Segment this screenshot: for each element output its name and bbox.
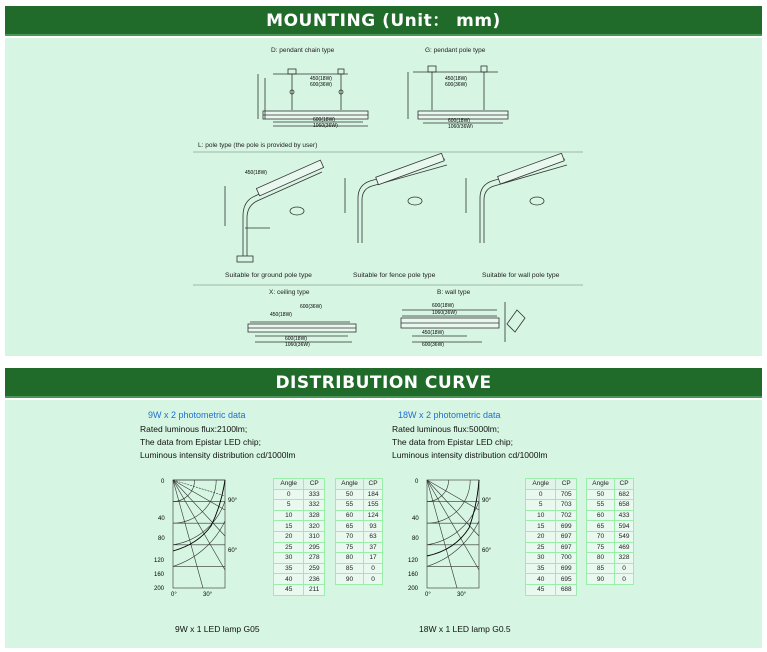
- cp-cell: 320: [304, 521, 325, 532]
- table-row: [587, 489, 634, 500]
- right-scale-160: 160: [408, 572, 419, 578]
- ceiling-label: X: ceiling type: [269, 289, 310, 296]
- table-row: [336, 489, 383, 500]
- divider-2: [193, 283, 583, 287]
- angle-cell: 5: [274, 500, 304, 511]
- table-row: [526, 489, 577, 500]
- cp-cell: 332: [304, 500, 325, 511]
- angle-cell: 10: [274, 510, 304, 521]
- right-cp-table-a: Angle CP 0 705 5 703 10 702 15 699 20 697 25 697 30 700 35 699 40 695 45 688: [525, 478, 577, 596]
- table-row: [587, 500, 634, 511]
- cp-cell: 703: [556, 500, 577, 511]
- right-line-1: Rated luminous flux:5000lm;: [392, 424, 500, 434]
- left-line-1: Rated luminous flux:2100lm;: [140, 424, 248, 434]
- right-scale-120: 120: [408, 558, 419, 564]
- right-polar-chart: [407, 476, 517, 598]
- angle-cell: 65: [587, 521, 615, 532]
- right-line-3: Luminous intensity distribution cd/1000lm: [392, 450, 548, 460]
- angle-cell: 10: [526, 510, 556, 521]
- table-row: [526, 542, 577, 553]
- svg-text:600(18W): 600(18W): [432, 303, 454, 309]
- cp-cell: 658: [615, 500, 634, 511]
- angle-cell: 0: [526, 489, 556, 500]
- left-angle-60: 60°: [228, 548, 238, 554]
- fence-pole-drawing: [340, 153, 455, 248]
- pendant-chain-label: D: pendant chain type: [271, 47, 335, 54]
- dim-600-18: 600(18W): [313, 117, 335, 123]
- left-scale-80: 80: [158, 536, 165, 542]
- angle-cell: 25: [526, 542, 556, 553]
- cp-cell: 433: [615, 510, 634, 521]
- distribution-title: DISTRIBUTION CURVE: [275, 373, 492, 393]
- mounting-title: MOUNTING (Unit： mm): [266, 11, 501, 31]
- cp-cell: 699: [556, 521, 577, 532]
- angle-cell: 25: [274, 542, 304, 553]
- table-row: [274, 542, 325, 553]
- left-scale-0: 0: [161, 479, 165, 485]
- ceiling-drawing: [240, 296, 360, 354]
- table-row: [274, 521, 325, 532]
- cp-cell: 0: [364, 563, 383, 574]
- left-cp-table-b: Angle CP 50 184 55 155 60 124 65 93 70 63 75 37 80 17 85 0 90 0: [335, 478, 383, 585]
- angle-cell: 50: [336, 489, 364, 500]
- angle-cell: 85: [336, 563, 364, 574]
- cp-cell: 328: [304, 510, 325, 521]
- right-cp-table-b: Angle CP 50 682 55 658 60 433 65 594 70 549 75 469 80 328 85 0 90 0: [586, 478, 634, 585]
- angle-cell: 40: [526, 574, 556, 585]
- pendant-pole-label: G: pendant pole type: [425, 47, 486, 54]
- table-row: [526, 574, 577, 585]
- fence-pole-caption: Suitable for fence pole type: [353, 272, 436, 279]
- angle-cell: 20: [526, 531, 556, 542]
- svg-text:1060(36W): 1060(36W): [285, 342, 310, 348]
- left-cp-table-a: Angle CP 0 333 5 332 10 328 15 320 20 310 25 295 30 278 35 259 40 236 45 211: [273, 478, 325, 596]
- wall-drawing: [397, 296, 537, 356]
- angle-cell: 85: [587, 563, 615, 574]
- table-row: [587, 531, 634, 542]
- cp-cell: 705: [556, 489, 577, 500]
- angle-cell: 80: [336, 553, 364, 564]
- pendant-pole-drawing: [403, 56, 513, 128]
- cp-cell: 310: [304, 531, 325, 542]
- table-row: [526, 584, 577, 595]
- mounting-header: [5, 6, 762, 36]
- cp-cell: 594: [615, 521, 634, 532]
- svg-text:450(18W): 450(18W): [422, 330, 444, 336]
- right-angle-90: 90°: [482, 498, 492, 504]
- table-row: [336, 542, 383, 553]
- table-row: [587, 563, 634, 574]
- table-row: [336, 563, 383, 574]
- dim-600-36: 600(36W): [310, 82, 332, 88]
- svg-text:450(18W): 450(18W): [245, 170, 267, 176]
- cp-cell: 236: [304, 574, 325, 585]
- angle-cell: 30: [526, 553, 556, 564]
- angle-cell: 40: [274, 574, 304, 585]
- svg-text:600(36W): 600(36W): [445, 82, 467, 88]
- cp-cell: 688: [556, 584, 577, 595]
- table-row: [526, 531, 577, 542]
- dim-450: 450(18W): [310, 76, 332, 82]
- angle-cell: 0: [274, 489, 304, 500]
- angle-cell: 15: [274, 521, 304, 532]
- svg-text:1060(36W): 1060(36W): [432, 310, 457, 316]
- ground-pole-drawing: [215, 156, 330, 266]
- cp-cell: 63: [364, 531, 383, 542]
- angle-cell: 45: [274, 584, 304, 595]
- angle-cell: 15: [526, 521, 556, 532]
- angle-cell: 35: [274, 563, 304, 574]
- table-row: [336, 531, 383, 542]
- cp-cell: 469: [615, 542, 634, 553]
- pole-type-label: L: pole type (the pole is provided by user): [198, 142, 318, 149]
- right-scale-80: 80: [412, 536, 419, 542]
- wall-pole-drawing: [460, 153, 575, 248]
- table-row: [526, 510, 577, 521]
- cp-cell: 0: [364, 574, 383, 585]
- angle-cell: 70: [587, 531, 615, 542]
- table-row: [526, 521, 577, 532]
- angle-cell: 90: [587, 574, 615, 585]
- left-angle-30: 30°: [203, 592, 213, 598]
- ground-pole-caption: Suitable for ground pole type: [225, 272, 312, 279]
- angle-cell: 55: [336, 500, 364, 511]
- table-row: [274, 510, 325, 521]
- table-row: [587, 553, 634, 564]
- left-scale-40: 40: [158, 516, 165, 522]
- right-angle-0: 0°: [425, 592, 431, 598]
- svg-text:600(36W): 600(36W): [422, 342, 444, 348]
- left-polar-chart: [153, 476, 263, 598]
- table-row: [526, 553, 577, 564]
- left-photometric-title: 9W x 2 photometric data: [148, 410, 246, 420]
- cp-cell: 0: [615, 574, 634, 585]
- angle-cell: 60: [587, 510, 615, 521]
- cp-cell: 278: [304, 553, 325, 564]
- right-angle-60: 60°: [482, 548, 492, 554]
- left-line-2: The data from Epistar LED chip;: [140, 437, 261, 447]
- angle-cell: 50: [587, 489, 615, 500]
- angle-cell: 75: [587, 542, 615, 553]
- table-row: [587, 510, 634, 521]
- cp-cell: 682: [615, 489, 634, 500]
- left-angle-90: 90°: [228, 498, 238, 504]
- angle-cell: 55: [587, 500, 615, 511]
- wall-type-label: B: wall type: [437, 289, 471, 296]
- table-row: [336, 510, 383, 521]
- cp-cell: 699: [556, 563, 577, 574]
- mounting-panel: [5, 38, 762, 356]
- table-row: [274, 584, 325, 595]
- cp-cell: 124: [364, 510, 383, 521]
- table-row: [587, 574, 634, 585]
- table-row: [274, 500, 325, 511]
- table-row: [274, 553, 325, 564]
- svg-text:600(18W): 600(18W): [448, 118, 470, 124]
- cp-cell: 333: [304, 489, 325, 500]
- angle-cell: 20: [274, 531, 304, 542]
- svg-text:450(18W): 450(18W): [445, 76, 467, 82]
- cp-cell: 695: [556, 574, 577, 585]
- table-row: [274, 563, 325, 574]
- right-angle-30: 30°: [457, 592, 467, 598]
- table-row: [336, 553, 383, 564]
- cp-cell: 17: [364, 553, 383, 564]
- right-scale-200: 200: [408, 586, 419, 592]
- right-scale-0: 0: [415, 479, 419, 485]
- angle-cell: 70: [336, 531, 364, 542]
- cp-cell: 697: [556, 542, 577, 553]
- table-row: [336, 521, 383, 532]
- svg-text:600(18W): 600(18W): [285, 336, 307, 342]
- cp-cell: 37: [364, 542, 383, 553]
- cp-cell: 295: [304, 542, 325, 553]
- angle-cell: 30: [274, 553, 304, 564]
- cp-cell: 702: [556, 510, 577, 521]
- angle-cell: 75: [336, 542, 364, 553]
- cp-cell: 259: [304, 563, 325, 574]
- right-lamp-label: 18W x 1 LED lamp G0.5: [419, 624, 511, 634]
- distribution-header: [5, 368, 762, 398]
- angle-cell: 80: [587, 553, 615, 564]
- left-angle-0: 0°: [171, 592, 177, 598]
- cp-cell: 184: [364, 489, 383, 500]
- pendant-chain-drawing: [253, 56, 373, 128]
- angle-cell: 65: [336, 521, 364, 532]
- left-lamp-label: 9W x 1 LED lamp G05: [175, 624, 260, 634]
- cp-cell: 211: [304, 584, 325, 595]
- table-row: [336, 574, 383, 585]
- right-photometric-title: 18W x 2 photometric data: [398, 410, 501, 420]
- table-row: [336, 500, 383, 511]
- cp-cell: 700: [556, 553, 577, 564]
- table-row: [274, 489, 325, 500]
- table-row: [587, 521, 634, 532]
- angle-cell: 90: [336, 574, 364, 585]
- angle-cell: 45: [526, 584, 556, 595]
- angle-cell: 35: [526, 563, 556, 574]
- table-row: [274, 531, 325, 542]
- right-scale-40: 40: [412, 516, 419, 522]
- wall-pole-caption: Suitable for wall pole type: [482, 272, 560, 279]
- cp-cell: 155: [364, 500, 383, 511]
- svg-text:600(36W): 600(36W): [300, 304, 322, 310]
- table-row: [587, 542, 634, 553]
- angle-cell: 5: [526, 500, 556, 511]
- dim-1060: 1060(36W): [313, 123, 338, 128]
- left-scale-200: 200: [154, 586, 165, 592]
- table-row: [526, 563, 577, 574]
- svg-text:1060(36W): 1060(36W): [448, 124, 473, 128]
- distribution-panel: [5, 400, 762, 648]
- cp-cell: 328: [615, 553, 634, 564]
- right-line-2: The data from Epistar LED chip;: [392, 437, 513, 447]
- cp-cell: 549: [615, 531, 634, 542]
- cp-cell: 0: [615, 563, 634, 574]
- svg-text:450(18W): 450(18W): [270, 312, 292, 318]
- table-row: [274, 574, 325, 585]
- angle-cell: 60: [336, 510, 364, 521]
- left-line-3: Luminous intensity distribution cd/1000lm: [140, 450, 296, 460]
- table-row: [526, 500, 577, 511]
- left-scale-160: 160: [154, 572, 165, 578]
- left-scale-120: 120: [154, 558, 165, 564]
- cp-cell: 697: [556, 531, 577, 542]
- cp-cell: 93: [364, 521, 383, 532]
